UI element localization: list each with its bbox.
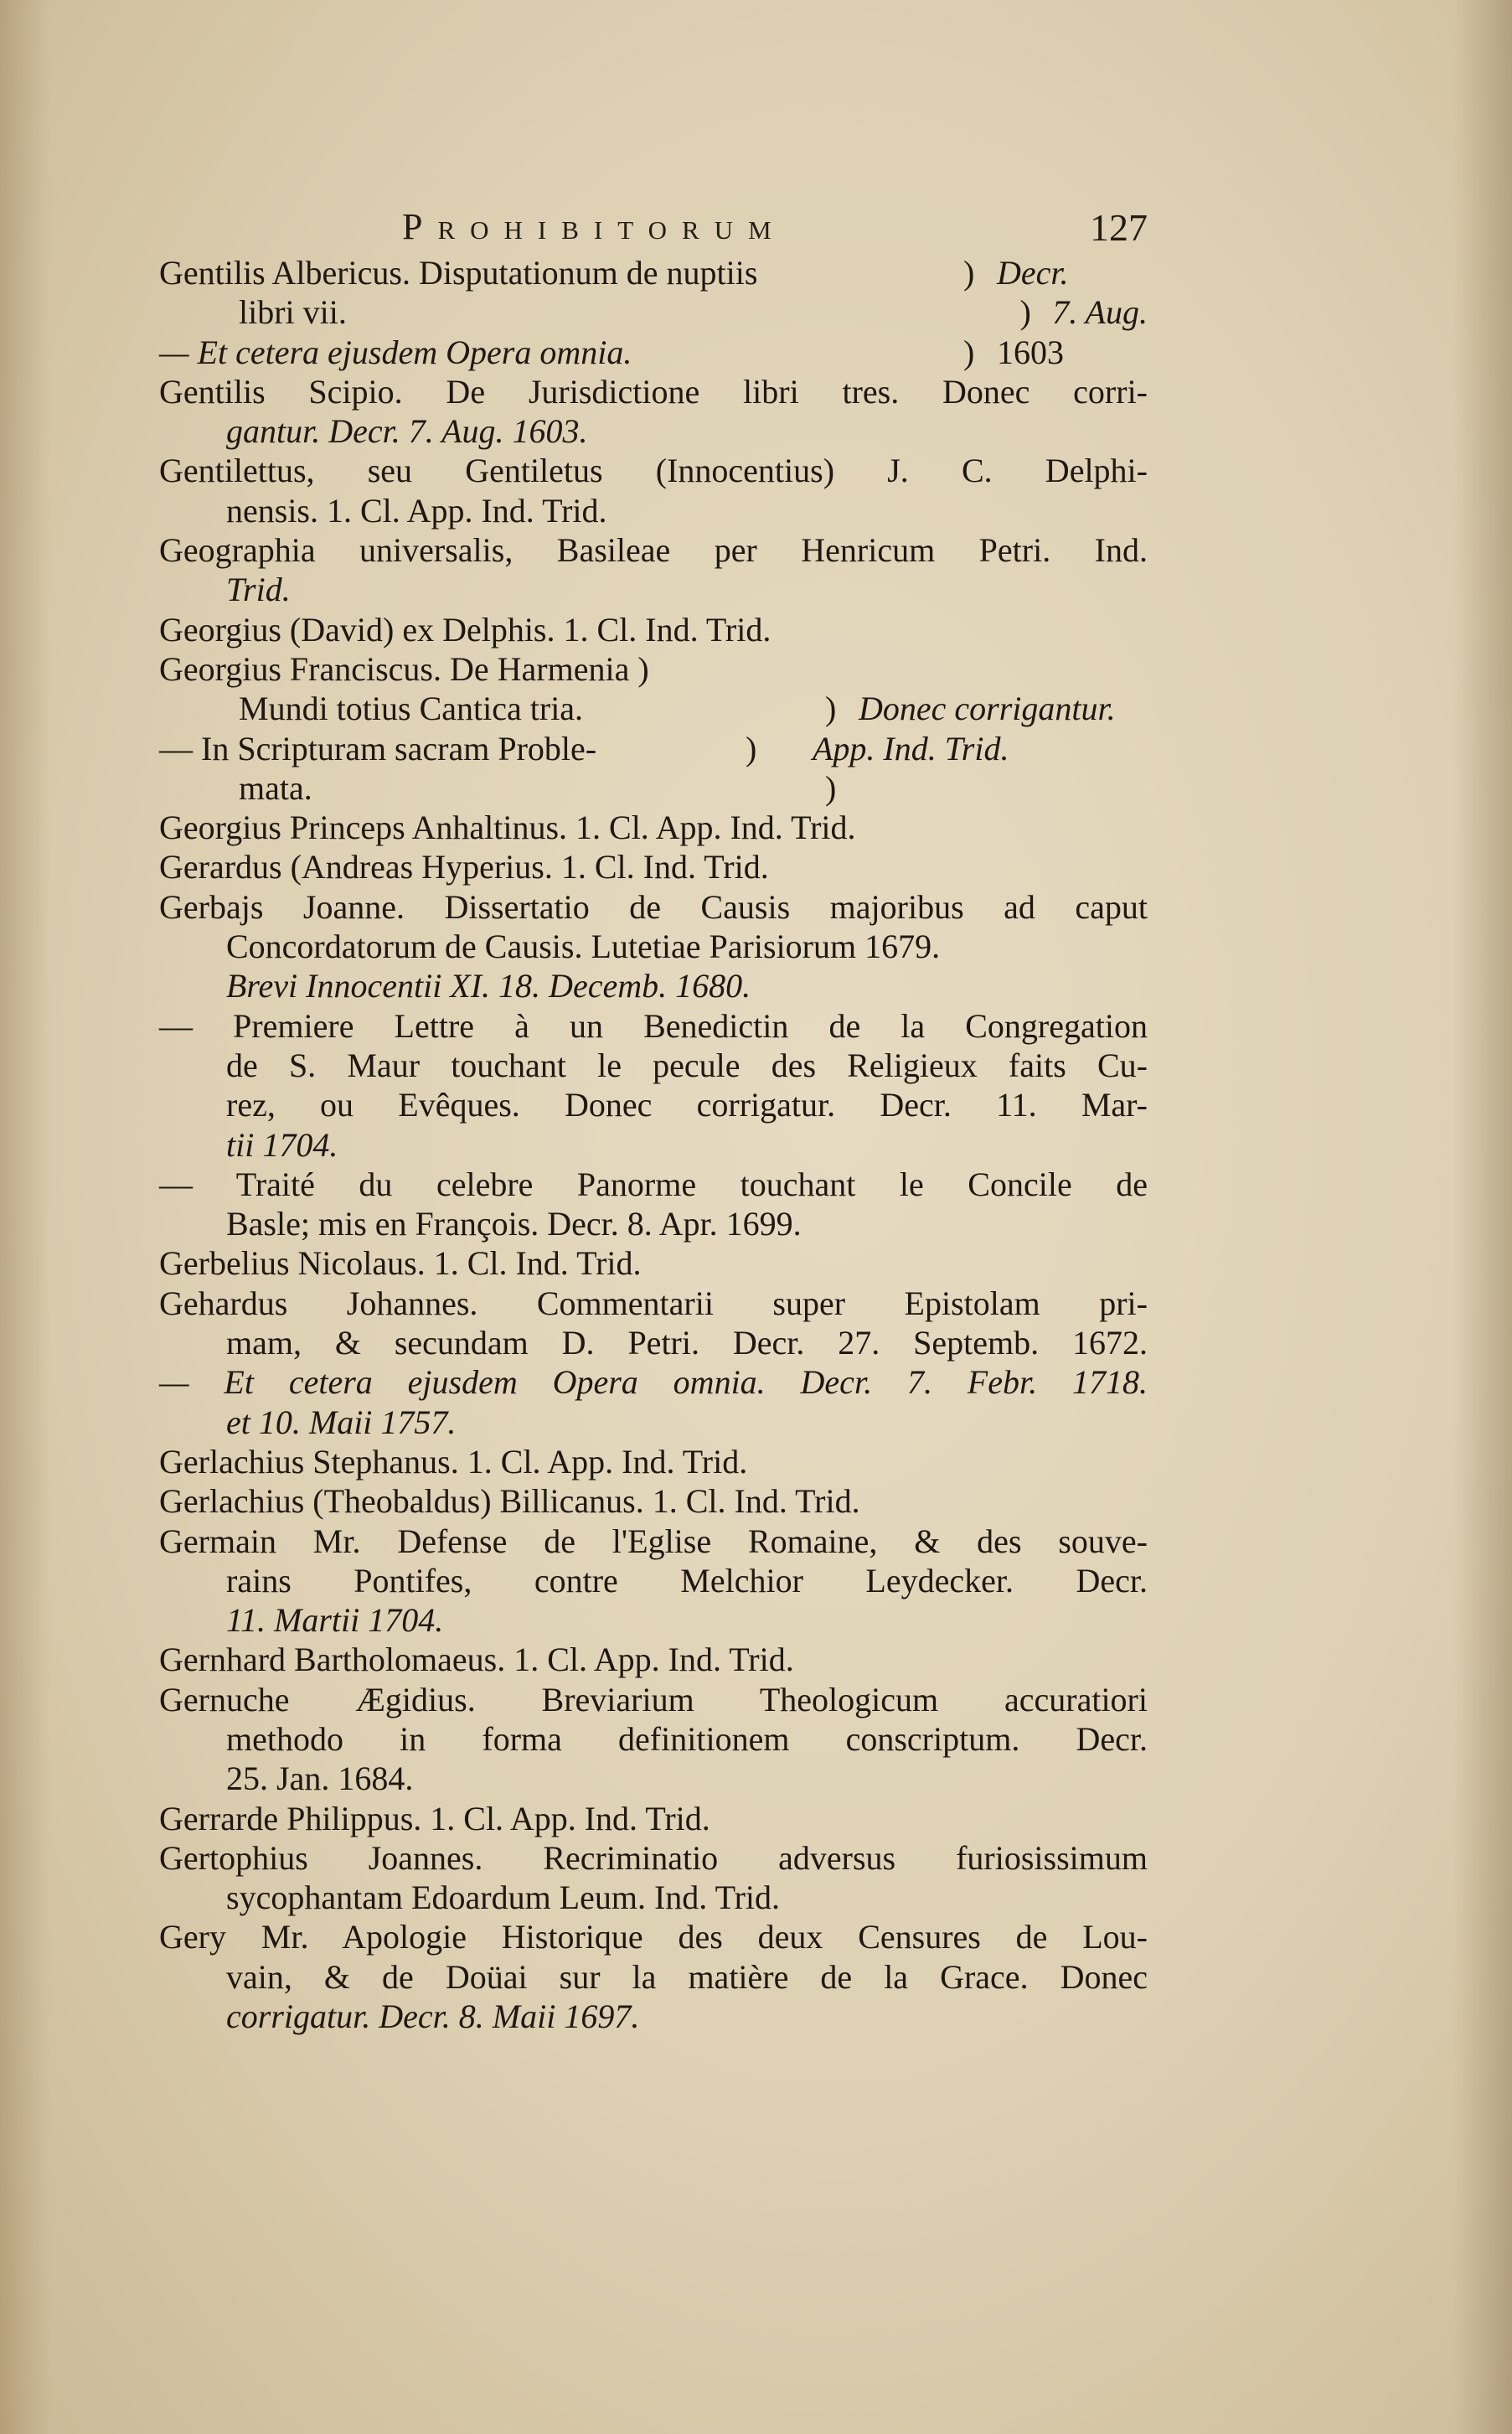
index-line <box>159 292 1148 332</box>
index-line: gantur. Decr. 7. Aug. 1603. <box>226 412 588 451</box>
entry-text: libri vii. <box>239 293 347 332</box>
index-line: Basle; mis en François. Decr. 8. Apr. 1699. <box>226 1205 802 1243</box>
brace-mark: ) <box>825 690 837 728</box>
index-line <box>159 333 1148 372</box>
page-number: 127 <box>1090 206 1148 249</box>
index-line: Brevi Innocentii XI. 18. Decemb. 1680. <box>226 967 751 1005</box>
decree-text: Donec corrigantur. <box>859 690 1116 728</box>
index-line <box>159 253 1148 292</box>
index-line: nensis. 1. Cl. App. Ind. Trid. <box>226 491 607 530</box>
index-line: Geographia universalis, Basileae per Henricum Petri. Ind. <box>159 531 1148 570</box>
index-line <box>159 768 1148 808</box>
index-line: vain, & de Doüai sur la matière de la Grace. Donec <box>226 1957 1148 1996</box>
index-line: Gentilettus, seu Gentiletus (Innocentius) J. C. Delphi- <box>159 452 1148 490</box>
index-line: — Et cetera ejusdem Opera omnia. Decr. 7. Febr. 1718. <box>159 1363 1148 1402</box>
index-line: Gernuche Ægidius. Breviarium Theologicum accuratiori <box>159 1680 1148 1718</box>
brace-mark: ) <box>1019 293 1031 332</box>
index-line: 25. Jan. 1684. <box>226 1760 414 1798</box>
index-line: rez, ou Evêques. Donec corrigatur. Decr. 11. Mar- <box>226 1086 1148 1124</box>
brace-mark: ) <box>963 333 975 371</box>
index-line: — Premiere Lettre à un Benedictin de la Congregation <box>159 1006 1148 1045</box>
index-line <box>159 729 1148 768</box>
index-line: corrigatur. Decr. 8. Maii 1697. <box>226 1997 640 2036</box>
page-edge-shadow-right <box>1453 0 1512 2434</box>
index-line: Gehardus Johannes. Commentarii super Epistolam pri- <box>159 1284 1148 1322</box>
decree-text: Decr. <box>997 254 1069 292</box>
index-line: — Traité du celebre Panorme touchant le Concile de <box>159 1165 1148 1203</box>
index-line: Gentilis Scipio. De Jurisdictione libri tres. Donec corri- <box>159 372 1148 411</box>
index-line: 11. Martii 1704. <box>226 1601 444 1640</box>
entry-text: mata. <box>239 768 312 807</box>
index-line: Gerrarde Philippus. 1. Cl. App. Ind. Trid. <box>159 1799 710 1837</box>
index-line: Gernhard Bartholomaeus. 1. Cl. App. Ind. Trid. <box>159 1641 794 1679</box>
index-line: et 10. Maii 1757. <box>226 1403 457 1441</box>
index-line: Gerlachius (Theobaldus) Billicanus. 1. Cl. Ind. Trid. <box>159 1482 860 1521</box>
index-line: Concordatorum de Causis. Lutetiae Parisiorum 1679. <box>226 928 941 966</box>
index-line: Georgius Franciscus. De Harmenia ) <box>159 649 649 688</box>
entry-text: — In Scripturam sacram Proble- <box>159 729 597 767</box>
index-line: Georgius (David) ex Delphis. 1. Cl. Ind. Trid. <box>159 610 771 649</box>
index-line: Gertophius Joannes. Recriminatio adversus furiosissimum <box>159 1838 1148 1877</box>
index-line: rains Pontifes, contre Melchior Leydecker. Decr. <box>226 1561 1148 1599</box>
entry-text: Mundi totius Cantica tria. <box>239 690 584 728</box>
decree-text: 7. Aug. <box>1052 293 1148 332</box>
running-title: Prohibitorum <box>402 206 787 247</box>
decree-year: 1603 <box>997 333 1064 371</box>
entry-text: Gentilis Albericus. Disputationum de nuptiis <box>159 254 758 292</box>
page-edge-shadow-left <box>0 0 50 2434</box>
index-line: de S. Maur touchant le pecule des Religieux faits Cu- <box>226 1046 1148 1084</box>
entry-text: — Et cetera ejusdem Opera omnia. <box>159 333 632 371</box>
index-line <box>159 689 1148 728</box>
decree-text: App. Ind. Trid. <box>813 729 1009 767</box>
index-line: sycophantam Edoardum Leum. Ind. Trid. <box>226 1878 781 1917</box>
index-line: Gerbajs Joanne. Dissertatio de Causis majoribus ad caput <box>159 887 1148 926</box>
index-line: Gerlachius Stephanus. 1. Cl. App. Ind. Trid. <box>159 1442 748 1481</box>
index-line: Gerardus (Andreas Hyperius. 1. Cl. Ind. Trid. <box>159 848 769 886</box>
index-line: Gerbelius Nicolaus. 1. Cl. Ind. Trid. <box>159 1244 642 1283</box>
index-line: Gery Mr. Apologie Historique des deux Censures de Lou- <box>159 1918 1148 1956</box>
index-line: tii 1704. <box>226 1125 338 1164</box>
brace-mark: ) <box>963 254 975 292</box>
index-line: Germain Mr. Defense de l'Eglise Romaine, & des souve- <box>159 1522 1148 1560</box>
index-line: mam, & secundam D. Petri. Decr. 27. Septemb. 1672. <box>226 1324 1148 1362</box>
brace-mark: ) <box>746 729 757 767</box>
index-line: Georgius Princeps Anhaltinus. 1. Cl. App. Ind. Trid. <box>159 809 856 847</box>
index-line: Trid. <box>226 571 291 609</box>
index-entries <box>159 253 1148 2036</box>
brace-mark: ) <box>825 768 837 807</box>
index-line: methodo in forma definitionem conscriptum. Decr. <box>226 1719 1148 1758</box>
